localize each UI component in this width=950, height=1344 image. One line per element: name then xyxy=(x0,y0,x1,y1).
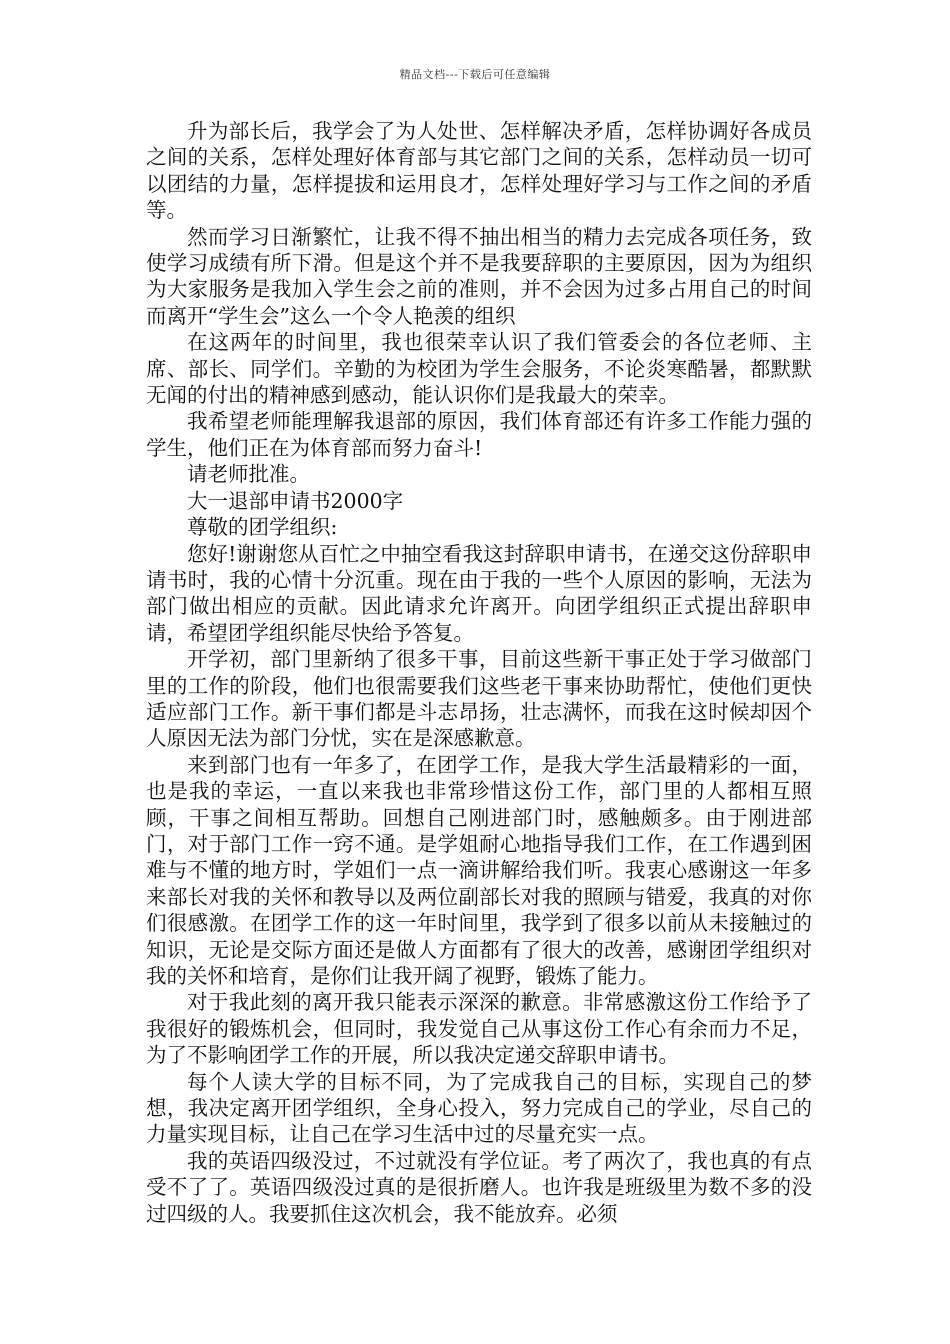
paragraph: 对于我此刻的离开我只能表示深深的歉意。非常感激这份工作给予了我很好的锻炼机会，但同时，我发觉自己从事这份工作心有余而力不足，为了不影响团学工作的开展，所以我决定递交辞职申请书。 xyxy=(146,990,812,1068)
paragraph: 然而学习日渐繁忙，让我不得不抽出相当的精力去完成各项任务，致使学习成绩有所下滑。但是这个并不是我要辞职的主要原因，因为为组织为大家服务是我加入学生会之前的准则，并不会因为过多占用自己的时间而离开“学生会”这么一个令人艳羡的组织 xyxy=(146,224,812,328)
paragraph: 我的英语四级没过，不过就没有学位证。考了两次了，我也真的有点受不了了。英语四级没过真的是很折磨人。也许我是班级里为数不多的没过四级的人。我要抓住这次机会，我不能放弃。必须 xyxy=(146,1148,812,1226)
paragraph: 升为部长后，我学会了为人处世、怎样解决矛盾，怎样协调好各成员之间的关系，怎样处理好体育部与其它部门之间的关系，怎样动员一切可以团结的力量，怎样提拔和运用良才，怎样处理好学习与工作之间的矛盾等。 xyxy=(146,119,812,223)
paragraph: 在这两年的时间里，我也很荣幸认识了我们管委会的各位老师、主席、部长、同学们。辛勤的为校团为学生会服务，不论炎寒酷暑，都默默无闻的付出的精神感到感动，能认识你们是我最大的荣幸。 xyxy=(146,330,812,408)
paragraph: 请老师批准。 xyxy=(187,462,310,487)
paragraph: 我希望老师能理解我退部的原因，我们体育部还有许多工作能力强的学生，他们正在为体育部而努力奋斗! xyxy=(146,409,812,460)
page-header: 精品文档---下载后可任意编辑 xyxy=(399,68,551,81)
document-body xyxy=(146,118,812,1227)
document-title: 大一退部申请书2000字 xyxy=(187,488,404,513)
salutation: 尊敬的团学组织: xyxy=(187,515,338,540)
paragraph: 每个人读大学的目标不同，为了完成我自己的目标，实现自己的梦想，我决定离开团学组织，全身心投入，努力完成自己的学业，尽自己的力量实现目标，让自己在学习生活中过的尽量充实一点。 xyxy=(146,1069,812,1147)
paragraph: 来到部门也有一年多了，在团学工作，是我大学生活最精彩的一面，也是我的幸运，一直以来我也非常珍惜这份工作，部门里的人都相互照顾，干事之间相互帮助。回想自己刚进部门时，感触颇多。由于刚进部门，对于部门工作一窍不通。是学姐耐心地指导我们工作，在工作遇到困难与不懂的地方时，学姐们一点一滴讲解给我们听。我衷心感谢这一年多来部长对我的关怀和教导以及两位副部长对我的照顾与错爱，我真的对你们很感激。在团学工作的这一年时间里，我学到了很多以前从未接触过的知识，无论是交际方面还是做人方面都有了很大的改善，感谢团学组织对我的关怀和培育，是你们让我开阔了视野，锻炼了能力。 xyxy=(146,752,812,988)
paragraph: 开学初，部门里新纳了很多干事，目前这些新干事正处于学习做部门里的工作的阶段，他们也很需要我们这些老干事来协助帮忙，使他们更快适应部门工作。新干事们都是斗志昂扬，壮志满怀，而我在这时候却因个人原因无法为部门分忧，实在是深感歉意。 xyxy=(146,647,812,751)
paragraph: 您好!谢谢您从百忙之中抽空看我这封辞职申请书，在递交这份辞职申请书时，我的心情十分沉重。现在由于我的一些个人原因的影响，无法为部门做出相应的贡献。因此请求允许离开。向团学组织正式提出辞职申请，希望团学组织能尽快给予答复。 xyxy=(146,541,812,645)
